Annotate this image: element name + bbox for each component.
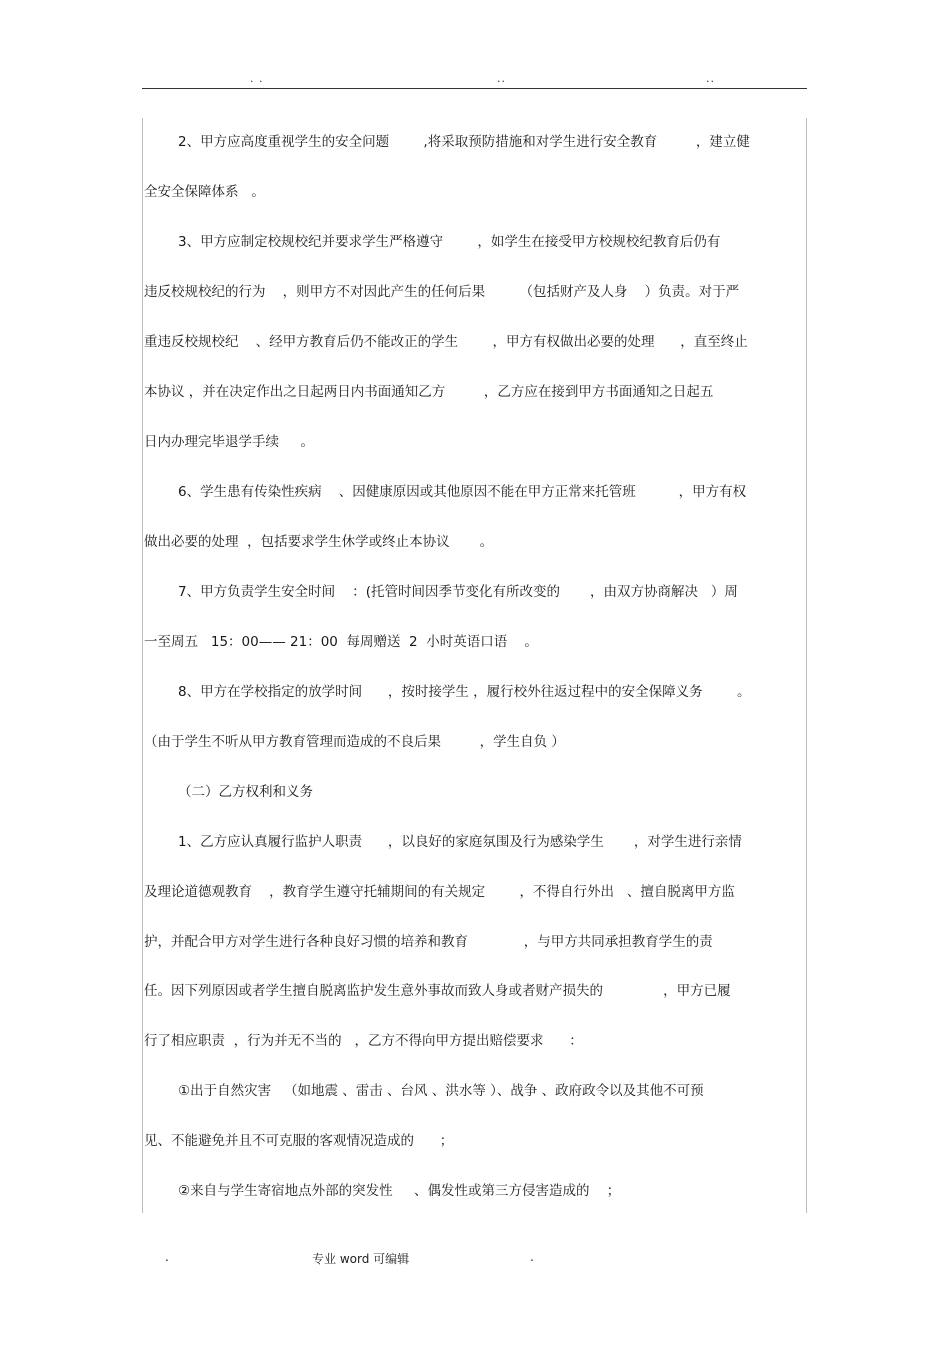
footer-right-mark: . bbox=[530, 1250, 534, 1264]
text-line: 3、甲方应制定校规校纪并要求学生严格遵守 ，如学生在接受甲方校规校纪教育后仍有 bbox=[178, 234, 721, 250]
header-mark-1: . . bbox=[250, 72, 264, 85]
text-line: 做出必要的处理 ，包括要求学生休学或终止本协议 。 bbox=[144, 534, 494, 550]
text-line: 日内办理完毕退学手续 。 bbox=[144, 434, 314, 450]
text-line: （由于学生不听从甲方教育管理而造成的不良后果 ，学生自负 ） bbox=[144, 734, 565, 750]
text-line: 重违反校规校纪 、经甲方教育后仍不能改正的学生 ，甲方有权做出必要的处理 ，直至终止 bbox=[144, 334, 748, 350]
text-line: 行了相应职责 ，行为并无不当的 ，乙方不得向甲方提出赔偿要求 ： bbox=[144, 1033, 583, 1049]
right-margin-line bbox=[806, 118, 807, 1213]
text-line: 及理论道德观教育 ，教育学生遵守托辅期间的有关规定 ，不得自行外出 、擅自脱离甲方监 bbox=[144, 884, 735, 900]
section-heading: （二）乙方权利和义务 bbox=[178, 784, 313, 800]
text-line: 8、甲方在学校指定的放学时间 ，按时接学生 ，履行校外往返过程中的安全保障义务 。 bbox=[178, 684, 751, 700]
header-mark-3: .. bbox=[706, 72, 715, 85]
footer-left-mark: . bbox=[165, 1250, 169, 1264]
text-line: ②来自与学生寄宿地点外部的突发性 、偶发性或第三方侵害造成的 ； bbox=[178, 1183, 621, 1199]
text-line: 全安全保障体系 。 bbox=[144, 184, 265, 200]
text-line: 见、不能避免并且不可克服的客观情况造成的 ； bbox=[144, 1133, 454, 1149]
text-line: 6、学生患有传染性疾病 、因健康原因或其他原因不能在甲方正常来托管班 ，甲方有权 bbox=[178, 484, 747, 500]
footer-text: 专业 word 可编辑 bbox=[312, 1252, 410, 1266]
text-line: 7、甲方负责学生安全时间 ：(托管时间因季节变化有所改变的 ，由双方协商解决 ）周 bbox=[178, 584, 738, 600]
text-line: 本协议 ，并在决定作出之日起两日内书面通知乙方 ，乙方应在接到甲方书面通知之日起五 bbox=[144, 384, 714, 400]
text-line: 1、乙方应认真履行监护人职责 ，以良好的家庭氛围及行为感染学生 ，对学生进行亲情 bbox=[178, 834, 742, 850]
text-line: 护，并配合甲方对学生进行各种良好习惯的培养和教育 ，与甲方共同承担教育学生的责 bbox=[144, 934, 713, 950]
left-margin-line bbox=[142, 118, 143, 1213]
header-rule bbox=[142, 88, 807, 89]
text-line: 违反校规校纪的行为 ，则甲方不对因此产生的任何后果 （包括财产及人身 ）负责。对于严 bbox=[144, 284, 740, 300]
header-mark-2: .. bbox=[497, 72, 506, 85]
text-line: 任。因下列原因或者学生擅自脱离监护发生意外事故而致人身或者财产损失的 ，甲方已履 bbox=[144, 983, 731, 999]
text-line: ①出于自然灾害 （如地震 、雷击 、台风 、洪水等 ）、战争 、政府政令以及其他不可预 bbox=[178, 1083, 704, 1099]
text-line: 一至周五 15：00—— 21：00 每周赠送 2 小时英语口语 。 bbox=[144, 634, 538, 650]
text-line: 2、甲方应高度重视学生的安全问题 ,将采取预防措施和对学生进行安全教育 ，建立健 bbox=[178, 134, 750, 150]
